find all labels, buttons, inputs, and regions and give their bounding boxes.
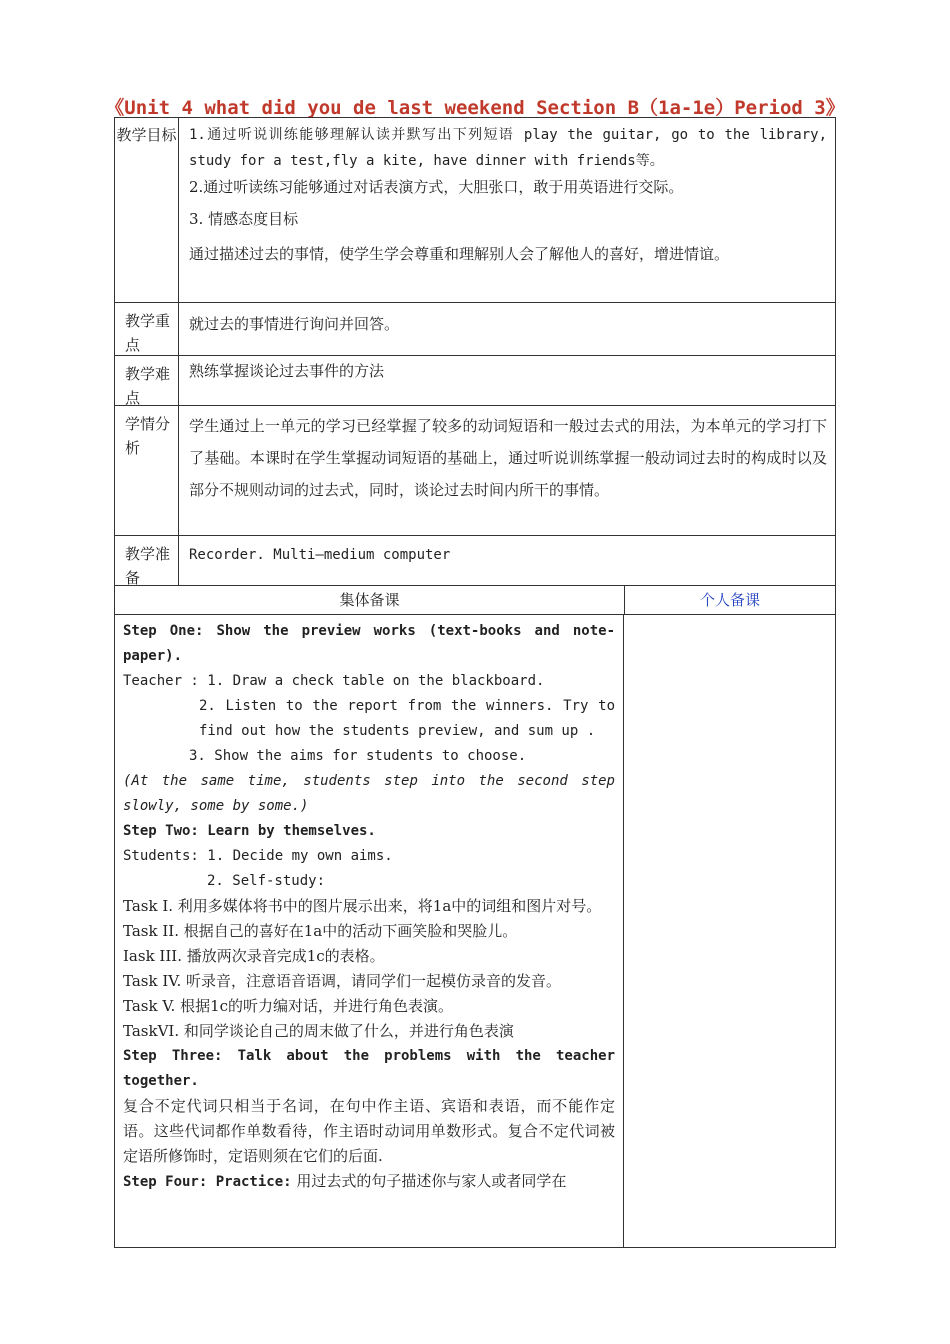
task-6: TaskVI. 和同学谈论自己的周末做了什么，并进行角色表演 [123,1022,514,1040]
step-one-note: (At the same time, students step into the second step slowly, some by some.) [123,773,615,814]
step-four-text: 用过去式的句子描述你与家人或者同学在 [296,1172,567,1190]
step-two-title: Step Two: Learn by themselves. [123,823,376,839]
task-3: Iask III. 播放两次录音完成1c的表格。 [123,947,385,965]
task-4: Task IV. 听录音，注意语音语调，请同学们一起模仿录音的发音。 [123,972,562,990]
key-points-row [115,303,835,356]
collective-header: 集体备课 [115,586,625,614]
task-2: Task II. 根据自己的喜好在1a中的活动下画笑脸和哭脸儿。 [123,922,518,940]
objective-2: 2.通过听读练习能够通过对话表演方式，大胆张口，敢于用英语进行交际。 [189,178,684,196]
step-four [123,1169,615,1195]
step-one-title: Step One: Show the preview works (text-books and note-paper). [123,623,615,664]
step-three-text: 复合不定代词只相当于名词，在句中作主语、宾语和表语，而不能作定语。这些代词都作单数看待，作主语时动词用单数形式。复合不定代词被定语所修饰时，定语则须在它们的后面. [123,1097,615,1165]
objectives-label: 教学目标 [115,118,179,302]
step-two-self-study: 2. Self-study: [207,873,326,889]
objectives-row [115,118,835,303]
step-one-teacher-1: Teacher : 1. Draw a check table on the blackboard. [123,673,545,689]
column-header-row [115,586,835,615]
analysis-label: 学情分析 [115,406,179,535]
task-1: Task I. 利用多媒体将书中的图片展示出来，将1a中的词组和图片对号。 [123,897,602,915]
step-two-students: Students: 1. Decide my own aims. [123,848,393,864]
personal-content [624,615,835,1247]
key-points-label: 教学重点 [115,303,179,355]
step-one-teacher-3: 3. Show the aims for students to choose. [189,748,527,764]
objectives-content [179,118,835,302]
step-three-title: Step Three: Talk about the problems with the teacher together. [123,1048,615,1089]
personal-header: 个人备课 [699,591,760,609]
analysis-text: 学生通过上一单元的学习已经掌握了较多的动词短语和一般过去式的用法，为本单元的学习打下了基础。本课时在学生掌握动词短语的基础上，通过听说训练掌握一般动词过去时的构成时以及部分不规则动词的过去式，同时，谈论过去时间内所干的事情。 [189,417,827,499]
difficulties-text: 熟练掌握谈论过去事件的方法 [189,362,385,380]
preparation-row [115,536,835,586]
document-title: 《Unit 4 what did you de last weekend Section B（1a-1e）Period 3》 [105,97,845,119]
lesson-plan-table [114,117,836,1248]
objective-3: 3. 情感态度目标 [189,210,299,228]
analysis-row [115,406,835,536]
difficulties-row [115,356,835,406]
preparation-label: 教学准备 [115,536,179,585]
step-four-title: Step Four: Practice: [123,1174,292,1190]
objective-4: 通过描述过去的事情，使学生学会尊重和理解别人会了解他人的喜好，增进情谊。 [189,245,730,263]
collective-content [115,615,624,1247]
objective-1: 1.通过听说训练能够理解认读并默写出下列短语 play the guitar, go to the library, study for a test,fly a kite, have dinner with friends等。 [189,127,827,169]
step-one-teacher-2: 2. Listen to the report from the winners. Try to find out how the students preview, and sum up . [199,698,615,739]
key-points-text: 就过去的事情进行询问并回答。 [189,315,400,333]
preparation-text: Recorder. Multi—medium computer [189,547,451,563]
steps-row [115,615,835,1247]
difficulties-label: 教学难点 [115,356,179,405]
task-5: Task V. 根据1c的听力编对话，并进行角色表演。 [123,997,454,1015]
